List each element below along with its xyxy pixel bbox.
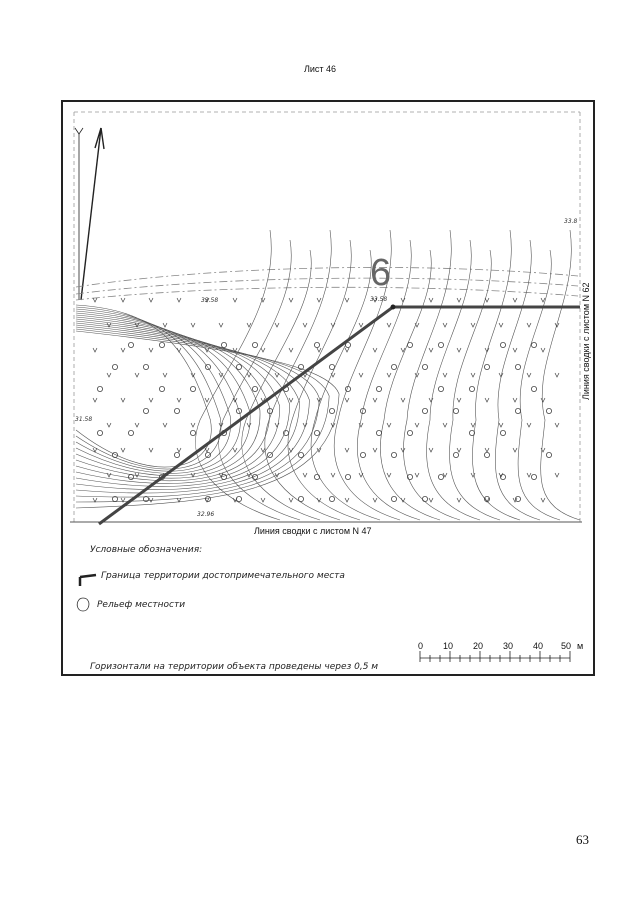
vegetation-mark [527,323,531,327]
vegetation-mark [247,423,251,427]
vegetation-mark [415,423,419,427]
vegetation-mark [485,398,489,402]
contour-interval-note: Горизонтали на территории объекта проведены через 0,5 м [90,662,379,672]
vegetation-mark [457,398,461,402]
vegetation-mark [373,498,377,502]
bottom-edge-label: Линия сводки с листом N 47 [254,526,372,536]
vegetation-mark [359,473,363,477]
relief-circle [515,408,520,413]
vegetation-mark [457,298,461,302]
vegetation-mark [107,373,111,377]
scale-tick-label: 20 [473,641,484,651]
relief-circle [221,342,226,347]
relief-circle [221,474,226,479]
vegetation-mark [499,373,503,377]
relief-circle [314,430,319,435]
elevation-label: 33.58 [370,296,388,303]
vegetation-mark [359,373,363,377]
vegetation-mark [541,348,545,352]
vegetation-mark [289,398,293,402]
relief-circle [515,364,520,369]
relief-circle [438,342,443,347]
vegetation-mark [555,373,559,377]
contour-line [76,317,270,481]
vegetation-mark [303,423,307,427]
relief-circle [174,408,179,413]
contour-line [495,240,540,520]
relief-circle [531,474,536,479]
contour-line [427,240,480,520]
boundary-symbol-icon [80,575,96,586]
relief-circle [159,342,164,347]
vegetation-mark [149,398,153,402]
vegetation-mark [275,423,279,427]
vegetation-mark [541,498,545,502]
vegetation-mark [93,498,97,502]
vegetation-mark [93,348,97,352]
vegetation-mark [261,348,265,352]
vegetation-mark [247,323,251,327]
right-edge-label: Линия сводки с листом N 62 [581,282,591,400]
vegetation-mark [541,398,545,402]
relief-circle [190,430,195,435]
relief-circle [205,452,210,457]
relief-circle-icon [77,598,89,611]
contour-line [518,250,560,520]
relief-circle [453,408,458,413]
vegetation-mark [303,323,307,327]
relief-circle [469,386,474,391]
relief-circle [360,452,365,457]
relief-circle [484,452,489,457]
vegetation-mark [401,298,405,302]
vegetation-mark [429,448,433,452]
relief-circle [391,496,396,501]
relief-circle [438,474,443,479]
contour-line [219,240,300,520]
vegetation-mark [107,473,111,477]
territory-boundary-line [99,307,580,524]
vegetation-mark [149,348,153,352]
relief-circle [298,496,303,501]
vegetation-mark [457,448,461,452]
contour-line [472,230,520,520]
relief-circle [174,452,179,457]
vegetation-mark [513,348,517,352]
relief-circle [128,474,133,479]
vegetation-mark [121,448,125,452]
relief-circle [252,342,257,347]
relief-circle [391,452,396,457]
vegetation-mark [387,373,391,377]
legend-item-boundary: Граница территории достопримечательного места [101,571,345,581]
elevation-label: 31.58 [75,416,93,423]
map-sheet-border [74,112,580,522]
relief-circle [500,342,505,347]
vegetation-mark [443,423,447,427]
relief-circle [267,452,272,457]
relief-circle [159,386,164,391]
vegetation-mark [359,323,363,327]
relief-circle [329,496,334,501]
relief-circle [407,342,412,347]
vegetation-mark [163,373,167,377]
vegetation-mark [149,448,153,452]
vegetation-mark [513,448,517,452]
vegetation-mark [177,398,181,402]
scale-tick-label: 0 [418,641,424,651]
relief-circle [329,364,334,369]
vegetation-mark [93,398,97,402]
vegetation-mark [121,348,125,352]
relief-circle [143,408,148,413]
vegetation-mark [205,398,209,402]
vegetation-mark [429,298,433,302]
vegetation-mark [527,423,531,427]
vegetation-mark [205,448,209,452]
elevation-label: 33.58 [201,297,219,304]
vegetation-mark [443,373,447,377]
vegetation-mark [345,448,349,452]
vegetation-mark [135,373,139,377]
vegetation-mark [555,423,559,427]
vegetation-mark [331,473,335,477]
relief-circle [438,386,443,391]
vegetation-mark [121,398,125,402]
vegetation-mark [387,323,391,327]
vegetation-mark [275,373,279,377]
vegetation-mark [107,423,111,427]
vegetation-mark [485,348,489,352]
vegetation-mark [149,298,153,302]
relief-circle [236,364,241,369]
vegetation-mark [345,348,349,352]
vegetation-mark [373,448,377,452]
vegetation-mark [513,398,517,402]
relief-circle [391,364,396,369]
elevation-label: 33.8 [564,218,578,225]
vegetation-mark [499,323,503,327]
relief-circle [329,408,334,413]
relief-circle [453,452,458,457]
relief-circle [205,364,210,369]
relief-circle [484,364,489,369]
relief-circle [546,452,551,457]
contour-line [76,323,300,490]
relief-circle [376,386,381,391]
relief-circle [407,430,412,435]
vegetation-mark [233,298,237,302]
vegetation-mark [177,448,181,452]
relief-circle [205,496,210,501]
vegetation-mark [289,498,293,502]
vegetation-mark [485,298,489,302]
vegetation-mark [401,398,405,402]
elevation-label: 32.96 [197,511,215,518]
contour-lines [76,230,580,520]
vegetation-mark [135,423,139,427]
relief-circle [546,408,551,413]
relief-circle [97,386,102,391]
relief-circle [190,386,195,391]
contour-line [76,325,309,493]
vegetation-mark [275,323,279,327]
relief-circle [298,452,303,457]
vegetation-mark [373,398,377,402]
vegetation-mark [499,423,503,427]
vegetation-mark [401,498,405,502]
relief-circle [531,386,536,391]
contour-line [195,230,280,520]
vegetation-mark [163,323,167,327]
relief-circles [97,342,551,501]
boundary-vertex [391,305,396,310]
vegetation-mark [443,323,447,327]
scale-bar [420,651,570,662]
vegetation-mark [121,298,125,302]
boundary-number: 6 [370,252,392,294]
vegetation-mark [303,473,307,477]
scale-tick-label: 10 [443,641,454,651]
relief-circle [314,474,319,479]
scale-tick-label: 50 [561,641,572,651]
vegetation-mark [457,348,461,352]
vegetation-mark [415,473,419,477]
vegetation-mark [457,498,461,502]
relief-circle [143,364,148,369]
vegetation-mark [233,448,237,452]
vegetation-mark [219,323,223,327]
relief-circle [500,430,505,435]
contour-line [288,240,360,520]
vegetation-mark [317,348,321,352]
scale-unit: м [577,641,584,651]
relief-circle [422,364,427,369]
vegetation-mark [345,398,349,402]
vegetation-mark [555,473,559,477]
vegetation-mark [317,298,321,302]
scale-tick-label: 30 [503,641,514,651]
scale-tick-label: 40 [533,641,544,651]
north-arrow-icon [75,128,104,300]
relief-circle [422,496,427,501]
vegetation-mark [471,423,475,427]
relief-circle [112,364,117,369]
contour-line [76,331,339,508]
vegetation-mark [149,498,153,502]
vegetation-mark [247,373,251,377]
legend-title: Условные обозначения: [90,545,203,555]
vegetation-mark [289,298,293,302]
relief-circle [376,430,381,435]
page-number: 63 [576,832,589,847]
relief-circle [314,342,319,347]
vegetation-mark [429,498,433,502]
vegetation-mark [163,423,167,427]
relief-circle [252,386,257,391]
contour-line [403,230,460,520]
vegetation-mark [191,323,195,327]
relief-circle [422,408,427,413]
vegetation-mark [93,298,97,302]
relief-circle [236,496,241,501]
sheet-title: Лист 46 [303,64,337,74]
vegetation-mark [261,448,265,452]
relief-circle [97,430,102,435]
vegetation-mark [387,423,391,427]
vegetation-mark [429,348,433,352]
vegetation-mark [345,298,349,302]
relief-circle [283,430,288,435]
vegetation-mark [429,398,433,402]
vegetation-mark [345,498,349,502]
vegetation-mark [527,373,531,377]
vegetation-mark [331,323,335,327]
relief-circle [469,430,474,435]
relief-circle [345,474,350,479]
vegetation-mark [541,298,545,302]
legend-item-relief: Рельеф местности [97,600,186,610]
vegetation-mark [401,448,405,452]
relief-circle [531,342,536,347]
vegetation-mark [471,323,475,327]
vegetation-mark [527,473,531,477]
vegetation-mark [289,348,293,352]
vegetation-mark [471,373,475,377]
vegetation-mark [387,473,391,477]
relief-circle [128,342,133,347]
vegetation-mark [191,423,195,427]
relief-circle [128,430,133,435]
vegetation-mark [261,498,265,502]
contour-line [76,315,260,478]
vegetation-mark [485,448,489,452]
vegetation-mark [513,298,517,302]
vegetation-mark [373,348,377,352]
vegetation-mark [177,298,181,302]
vegetation-mark [135,473,139,477]
